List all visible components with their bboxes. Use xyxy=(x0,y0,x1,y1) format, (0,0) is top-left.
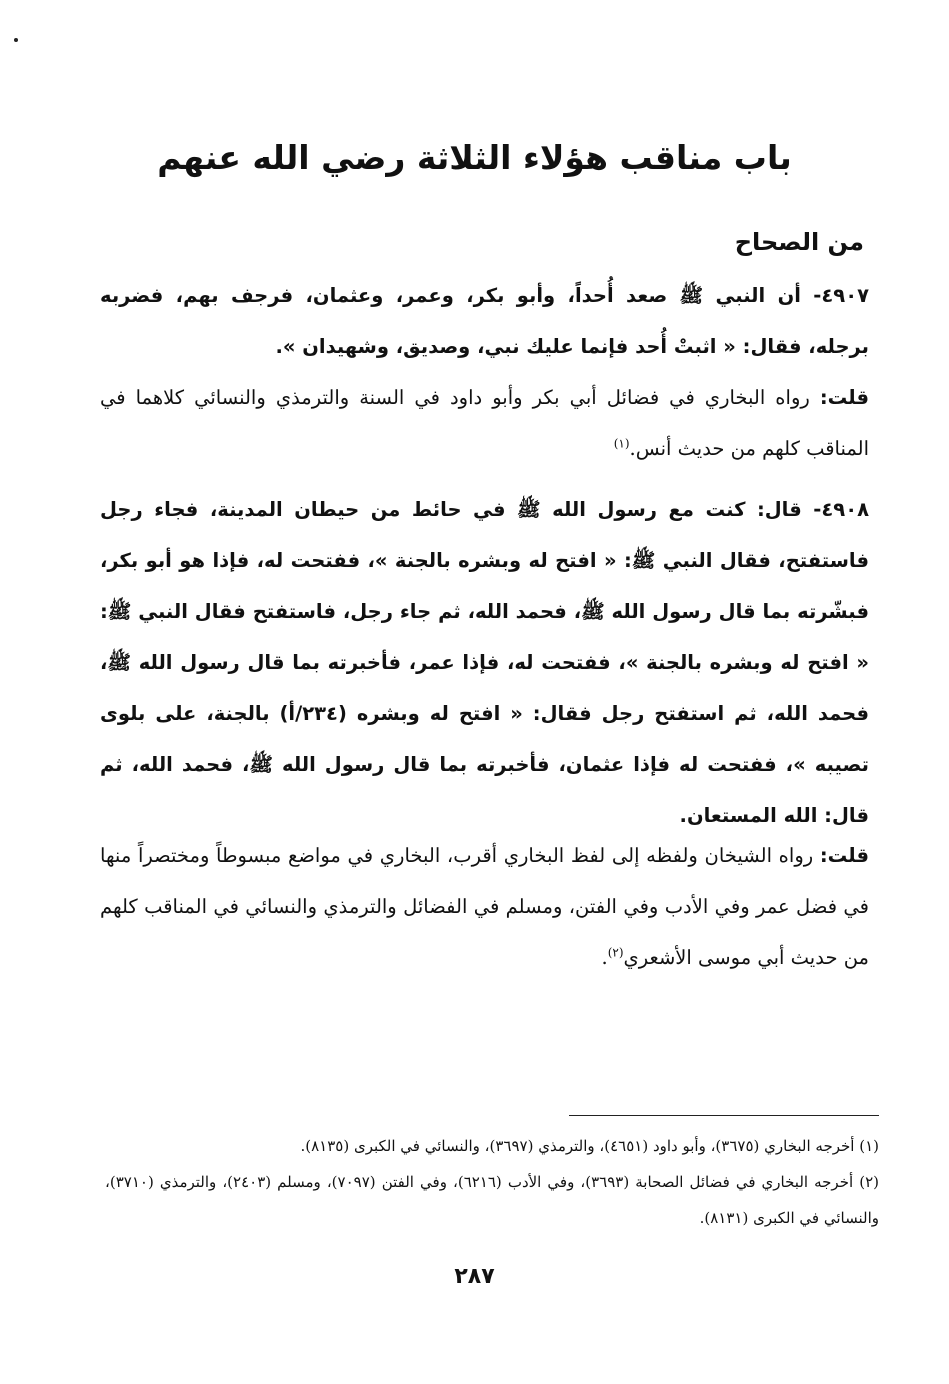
footnote-separator xyxy=(569,1115,879,1116)
commentary-label: قلت: xyxy=(819,386,869,409)
page-number: ٢٨٧ xyxy=(454,1264,495,1289)
footnote-1: (١) أخرجه البخاري (٣٦٧٥)، وأبو داود (٤٦٥١)، والترمذي (٣٦٩٧)، والنسائي في الكبرى (٨١٣٥). xyxy=(300,1137,879,1155)
commentary-text: رواه البخاري في فضائل أبي بكر وأبو داود في السنة والترمذي والنسائي كلاهما في المناقب كلهم من حديث أنس. xyxy=(100,386,869,460)
hadith-4908 xyxy=(100,484,869,841)
hadith-number: ٤٩٠٨- xyxy=(813,498,869,521)
hadith-text: قال: كنت مع رسول الله ﷺ في حائط من حيطان المدينة، فجاء رجل فاستفتح، فقال النبي ﷺ: « افتح له وبشره بالجنة »، ففتحت له، فإذا هو أبو بكر، فبشّرته بما قال رسول الله ﷺ، فحمد الله، ثم جاء رجل، فاستفتح فقال النبي ﷺ: « افتح له وبشره بالجنة »، ففتحت له، فإذا عمر، فأخبرته بما قال رسول الله ﷺ، فحمد الله، ثم استفتح رجل فقال: « افتح له وبشره (٢٣٤/أ) بالجنة، على بلوى تصيبه »، ففتحت له فإذا عثمان، فأخبرته بما قال رسول الله ﷺ، فحمد الله، ثم قال: الله المستعان. xyxy=(100,498,869,827)
commentary-2 xyxy=(100,830,869,983)
footnotes xyxy=(105,1128,879,1236)
hadith-number: ٤٩٠٧- xyxy=(813,284,869,307)
footnote-ref-2[interactable]: (٢) xyxy=(607,945,624,960)
hadith-4907 xyxy=(100,270,869,372)
commentary-end: . xyxy=(601,946,608,969)
section-heading: من الصحاح xyxy=(734,228,864,256)
hadith-text: أن النبي ﷺ صعد أُحداً، وأبو بكر، وعمر، وعثمان، فرجف بهم، فضربه برجله، فقال: « اثبتْ أُحد فإنما عليك نبي، وصديق، وشهيدان ». xyxy=(100,284,869,358)
commentary-1 xyxy=(100,372,869,474)
commentary-text: رواه الشيخان ولفظه إلى لفظ البخاري أقرب، البخاري في مواضع مبسوطاً ومختصراً منها في فضل عمر وفي الأدب وفي الفتن، ومسلم في الفضائل والترمذي والنسائي في المناقب كلهم من حديث أبي موسى الأشعري xyxy=(100,844,869,969)
page-speck xyxy=(14,38,18,42)
commentary-label: قلت: xyxy=(819,844,870,867)
footnote-ref-1[interactable]: (١) xyxy=(613,436,630,451)
footnote-2: (٢) أخرجه البخاري في فضائل الصحابة (٣٦٩٣)، وفي الأدب (٦٢١٦)، وفي الفتن (٧٠٩٧)، ومسلم (٢٤٠٣)، والترمذي (٣٧١٠)، والنسائي في الكبرى (٨١٣١). xyxy=(105,1173,879,1227)
chapter-title: باب مناقب هؤلاء الثلاثة رضي الله عنهم xyxy=(157,138,792,177)
